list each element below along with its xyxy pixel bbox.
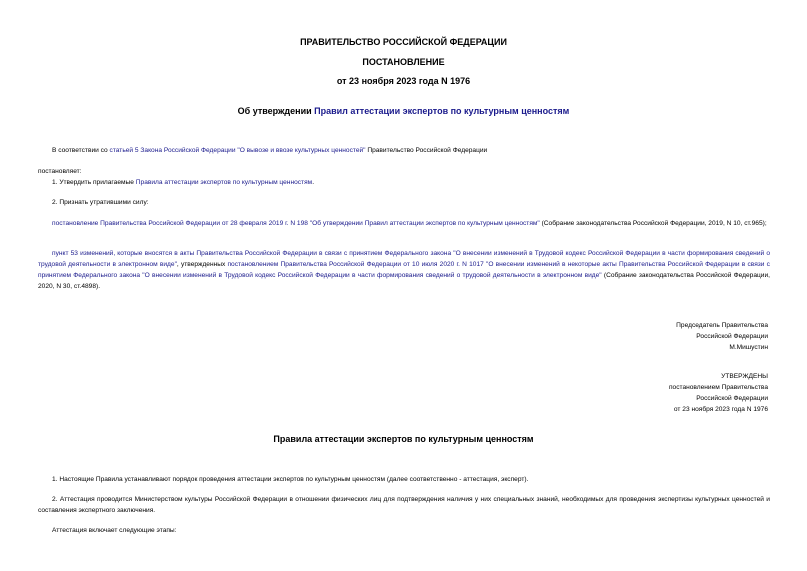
resolution-198-link[interactable]: постановление Правительства Российской Федерации от 28 февраля 2019 г. N 198 "Об утверждении Правил аттестации экспертов по культурным ценностям"	[52, 220, 540, 227]
rule-stages: Аттестация включает следующие этапы:	[52, 527, 177, 534]
approval-line-2: постановлением Правительства	[668, 384, 768, 391]
item-1-prefix: 1. Утвердить прилагаемые	[52, 179, 136, 186]
resolution-1017-link[interactable]: постановлением Правительства Российской Федерации от 10 июля 2020 г. N 1017 "О внесении изменений в некоторые акты Правительства Российской Федерации в связи с принятием Федерального закона "О внесении изменений в Трудовой кодекс Российской Федерации в части формирования сведений о трудовой деятельности в электронном виде"	[38, 261, 770, 279]
rule-2: 2. Аттестация проводится Министерством культуры Российской Федерации в отношении физических лиц для подтверждения наличия у них специальных знаний, необходимых для проведения экспертизы культурных ценностей и составления экспертного заключения.	[38, 496, 770, 514]
item-2: 2. Признать утратившими силу:	[52, 199, 149, 206]
approval-block	[669, 371, 768, 415]
rules-link[interactable]: Правила аттестации экспертов по культурным ценностям	[135, 179, 313, 186]
changes-point-53-link[interactable]: пункт 53 изменений, которые вносятся в акты Правительства Российской Федерации в связи с принятием Федерального закона "О внесении изменений в Трудовой кодекс Российской Федерации в части формирования сведений о трудовой деятельности в электронном виде"	[38, 250, 770, 268]
rule-1: 1. Настоящие Правила устанавливают порядок проведения аттестации экспертов по культурным ценностям (далее соответственно - аттестация, эксперт).	[52, 476, 529, 483]
decides-text: постановляет:	[38, 168, 82, 175]
approval-line-3: Российской Федерации	[696, 395, 768, 402]
repealed-item-2-mid: , утвержденных	[176, 261, 228, 268]
repealed-item-2-suffix: (Собрание законодательства Российской Федерации, 2020, N 30, ст.4898).	[38, 272, 770, 290]
approval-line-1: УТВЕРЖДЕНЫ	[721, 373, 768, 380]
approval-line-4: от 23 ноября 2023 года N 1976	[673, 406, 768, 413]
item-1	[52, 177, 314, 188]
date-number: от 23 ноября 2023 года N 1976	[336, 76, 471, 86]
resolution-title	[0, 106, 807, 116]
title-link[interactable]: Правил аттестации экспертов по культурным ценностям	[314, 106, 570, 116]
repealed-item-2	[38, 248, 770, 292]
item-1-suffix: .	[312, 179, 315, 186]
signature-line-2: Российской Федерации	[696, 333, 768, 340]
law-article-link[interactable]: статьей 5 Закона Российской Федерации "О вывозе и ввозе культурных ценностей"	[109, 147, 366, 154]
preamble-prefix: В соответствии со	[52, 147, 110, 154]
repealed-item-1-suffix: (Собрание законодательства Российской Федерации, 2019, N 10, ст.965);	[539, 220, 767, 227]
title-prefix: Об утверждении	[237, 106, 315, 116]
preamble-suffix: Правительство Российской Федерации	[365, 147, 488, 154]
signature-line-1: Председатель Правительства	[676, 322, 768, 329]
rules-title: Правила аттестации экспертов по культурным ценностям	[273, 434, 534, 444]
government-heading: ПРАВИТЕЛЬСТВО РОССИЙСКОЙ ФЕДЕРАЦИИ	[300, 37, 507, 47]
signature-block	[676, 320, 768, 353]
paragraph-preamble	[52, 145, 487, 156]
repealed-item-1	[38, 218, 770, 229]
doc-type-heading: ПОСТАНОВЛЕНИЕ	[362, 57, 445, 67]
signature-name: М.Мишустин	[729, 344, 768, 351]
